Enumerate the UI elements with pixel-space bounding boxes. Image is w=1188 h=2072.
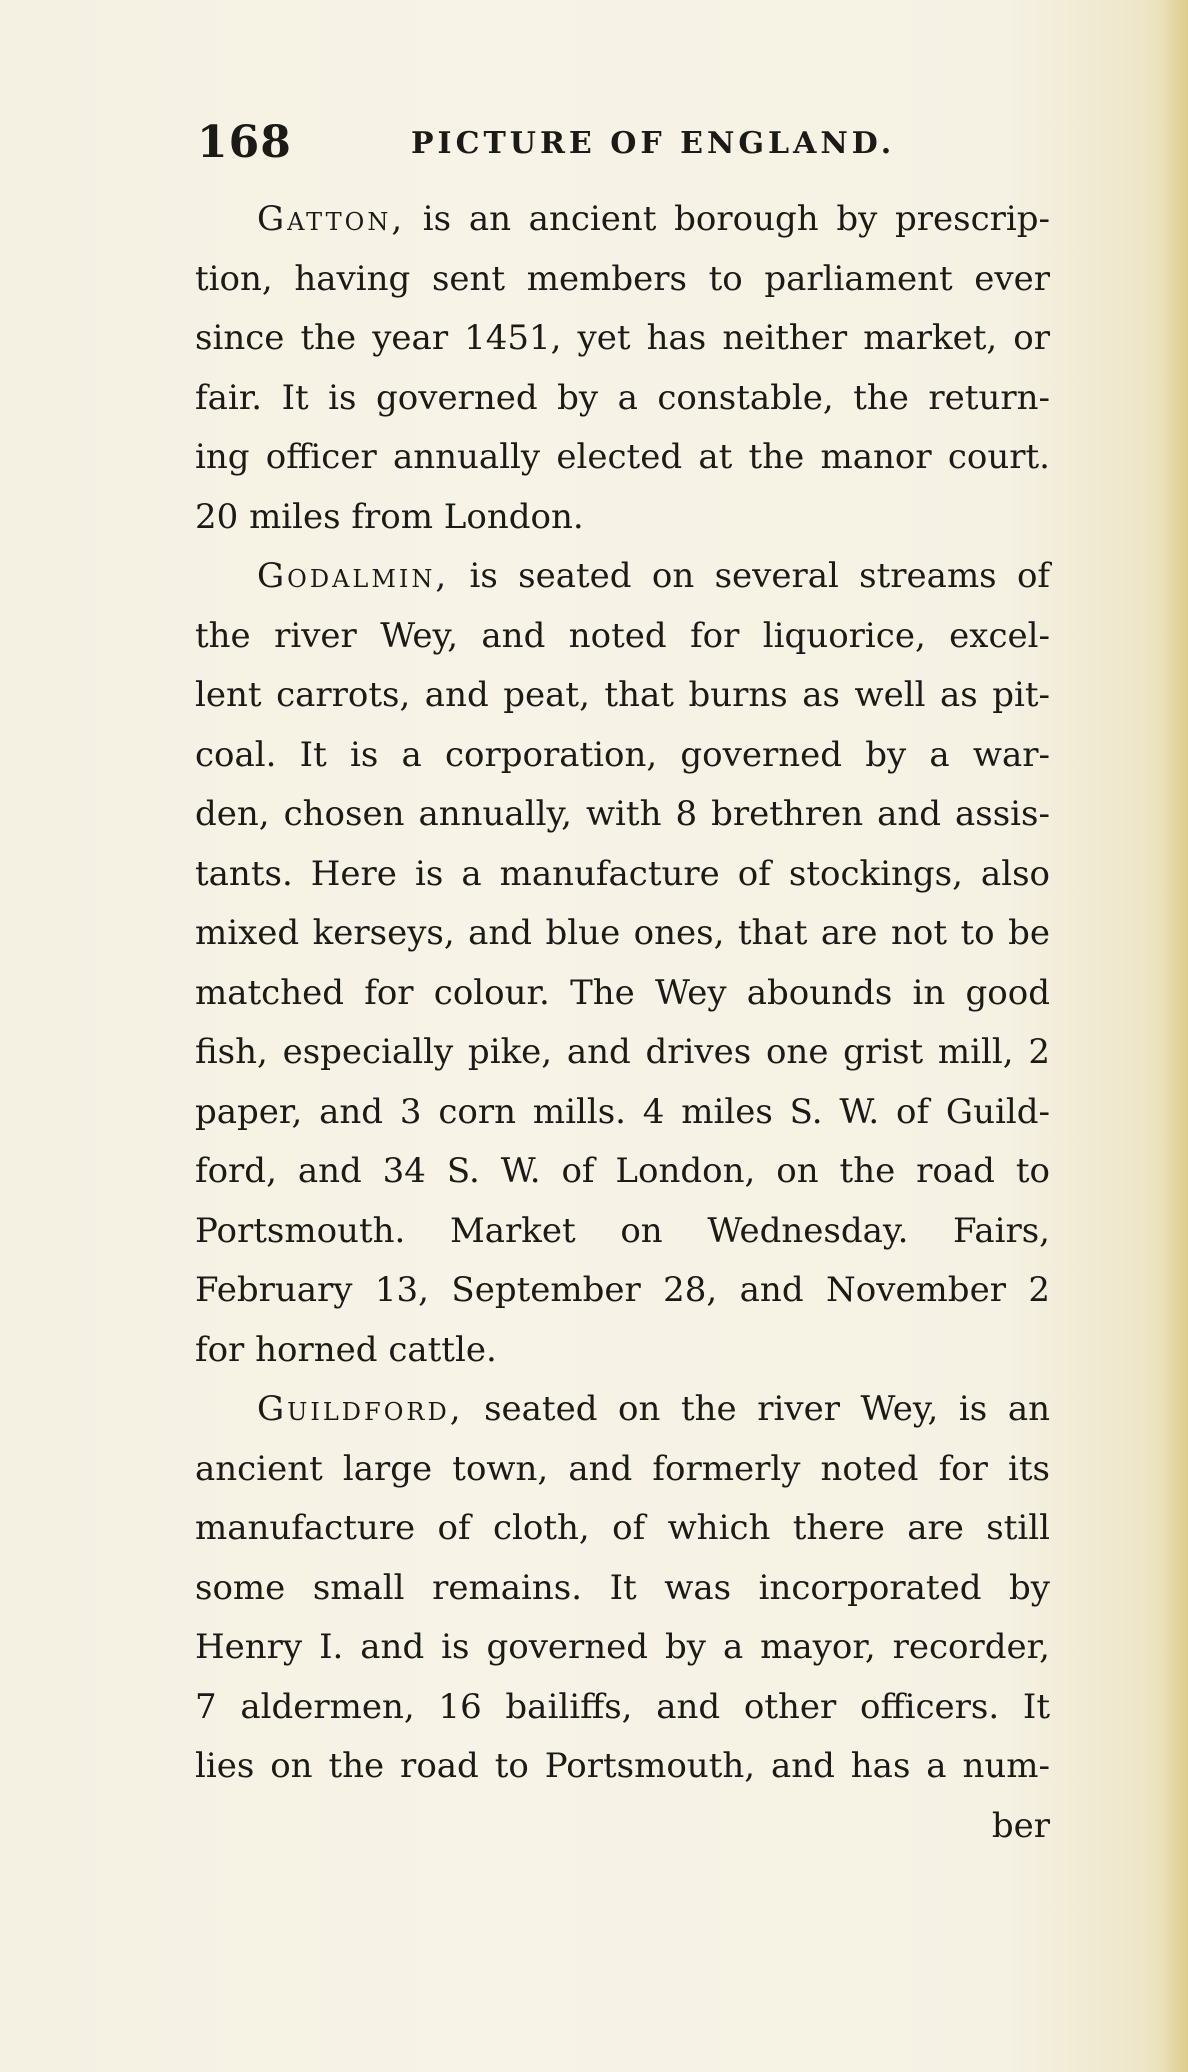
paragraph-line: Gatton, is an ancient borough by prescrip-: [257, 199, 1050, 239]
paragraph-line: February 13, September 28, and November 2: [195, 1270, 1050, 1310]
paragraph-line: mixed kerseys, and blue ones, that are not to be: [195, 913, 1050, 953]
paragraph-line: fish, especially pike, and drives one grist mill, 2: [195, 1032, 1050, 1072]
paragraph-line: Guildford, seated on the river Wey, is an: [257, 1389, 1050, 1429]
paragraph-line: some small remains. It was incorporated by: [195, 1567, 1050, 1608]
page-number: 168: [197, 117, 292, 168]
paragraph-line: tants. Here is a manufacture of stockings, also: [195, 853, 1050, 894]
paragraph-line: since the year 1451, yet has neither market, or: [195, 318, 1050, 358]
paragraph-line: 7 aldermen, 16 bailiffs, and other officers. It: [195, 1686, 1050, 1727]
place-name: Godalmin,: [257, 556, 450, 596]
paragraph-line: lies on the road to Portsmouth, and has a num-: [195, 1746, 1050, 1786]
paragraph-line: Henry I. and is governed by a mayor, recorder,: [195, 1627, 1050, 1667]
running-title: PICTURE OF ENGLAND.: [411, 126, 896, 161]
place-name: Guildford,: [257, 1389, 464, 1429]
paragraph-line: ancient large town, and formerly noted for its: [195, 1448, 1050, 1489]
paragraph-line: ford, and 34 S. W. of London, on the road to: [195, 1151, 1050, 1191]
paragraph-line: ing officer annually elected at the manor court.: [195, 437, 1050, 477]
paragraph-line: 20 miles from London.: [195, 496, 584, 537]
page-edge: [1162, 0, 1188, 2072]
paragraph-line: the river Wey, and noted for liquorice, excel-: [195, 615, 1050, 656]
paragraph-line: den, chosen annually, with 8 brethren and assis-: [195, 794, 1050, 834]
paragraph-line: tion, having sent members to parliament ever: [195, 258, 1050, 299]
paragraph-line: matched for colour. The Wey abounds in good: [195, 972, 1050, 1013]
place-name: Gatton,: [257, 199, 406, 239]
paragraph-line: for horned cattle.: [195, 1329, 497, 1370]
body-text: [195, 190, 1050, 1856]
paragraph-line: manufacture of cloth, of which there are still: [195, 1508, 1050, 1548]
paragraph-line: fair. It is governed by a constable, the return-: [195, 377, 1050, 418]
page-header: [197, 117, 997, 167]
catchword: ber: [991, 1805, 1050, 1846]
paragraph-line: lent carrots, and peat, that burns as well as pit-: [195, 675, 1050, 715]
paragraph-line: coal. It is a corporation, governed by a war-: [195, 734, 1050, 775]
paragraph-line: paper, and 3 corn mills. 4 miles S. W. of Guild-: [195, 1091, 1050, 1132]
paragraph-line: Godalmin, is seated on several streams of: [257, 556, 1050, 596]
paragraph-line: Portsmouth. Market on Wednesday. Fairs,: [195, 1210, 1050, 1251]
